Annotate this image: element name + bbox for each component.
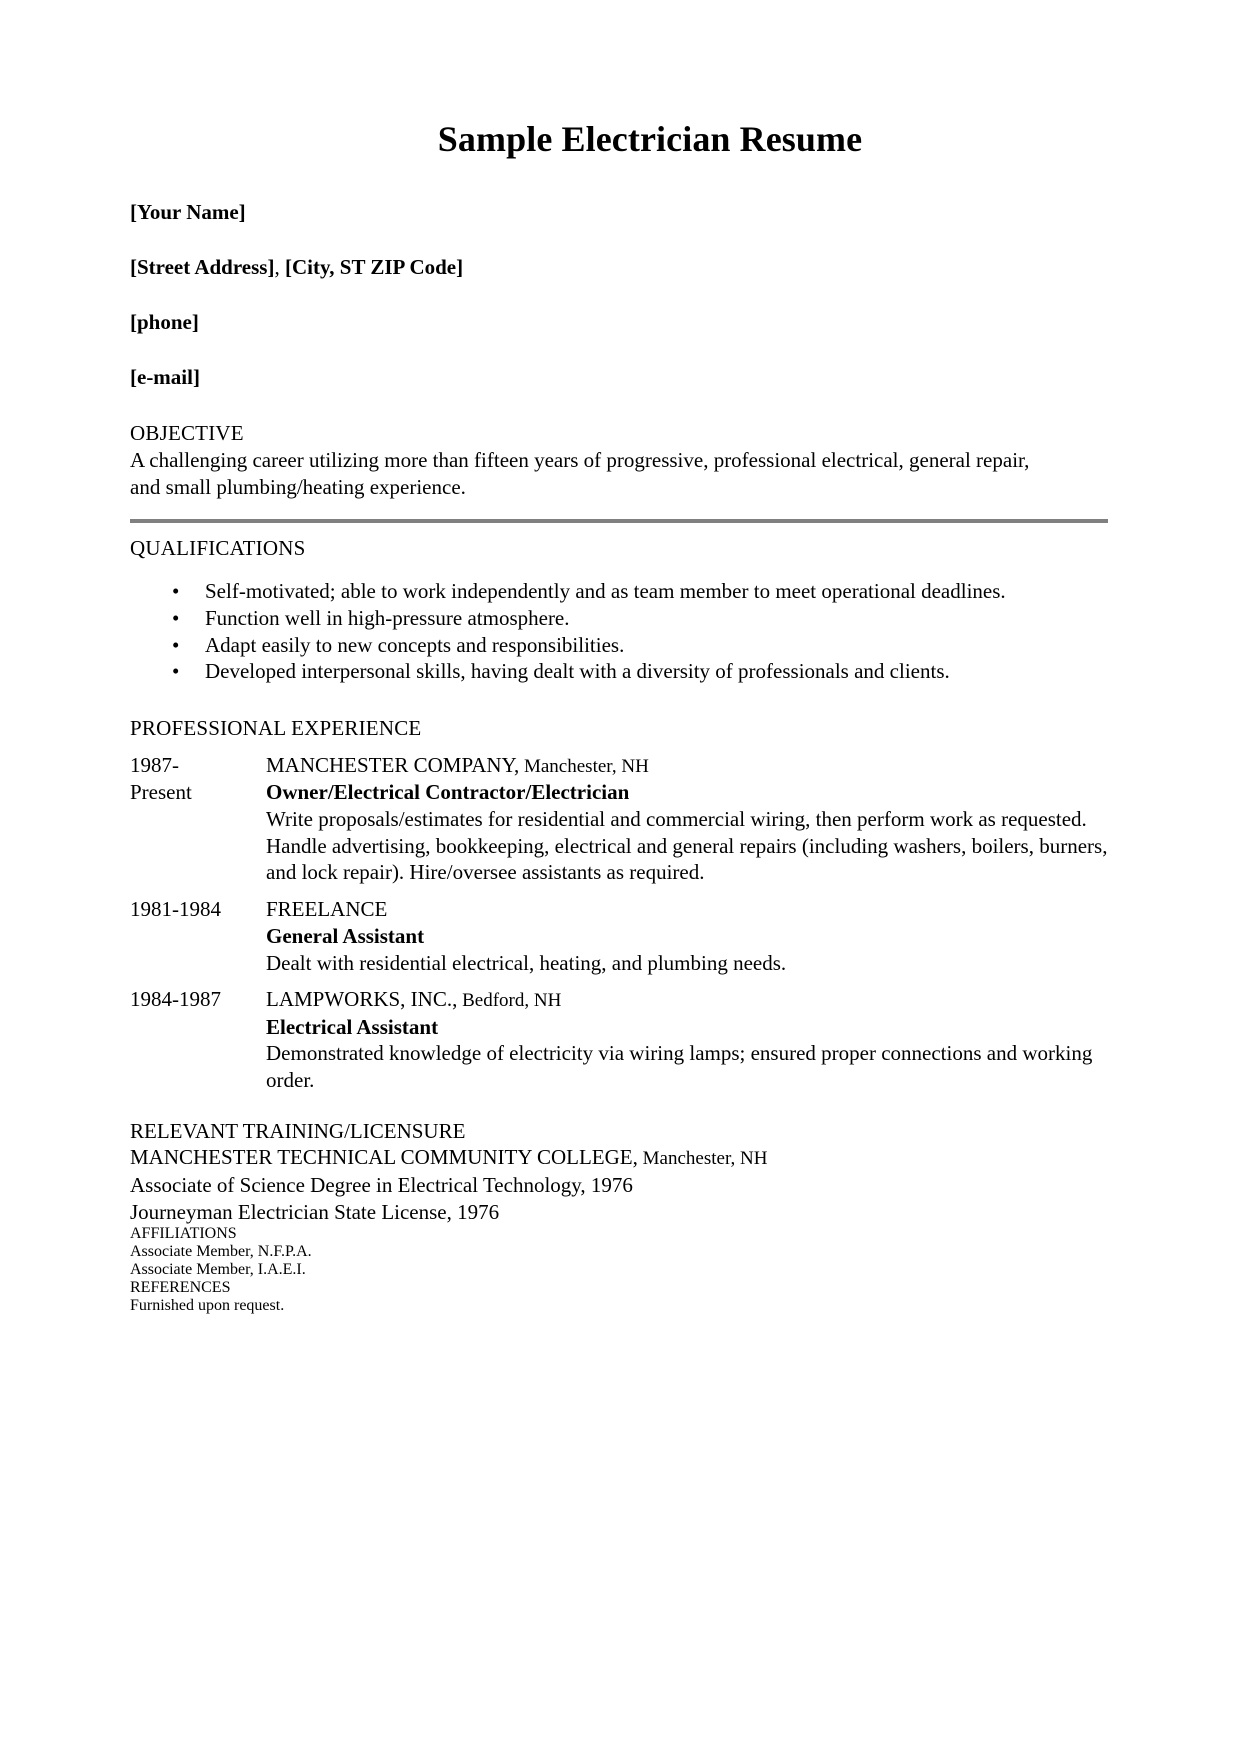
qualifications-section (130, 535, 1110, 685)
list-item (130, 578, 1110, 605)
list-item (130, 632, 1110, 659)
experience-heading: PROFESSIONAL EXPERIENCE (130, 716, 422, 741)
references-section (130, 1279, 1110, 1315)
training-section (130, 1118, 1110, 1226)
bullet-icon: • (172, 605, 180, 630)
experience-company-line (266, 986, 1110, 1013)
experience-entry (130, 752, 1110, 886)
qualifications-heading: QUALIFICATIONS (130, 535, 306, 560)
training-line: Associate of Science Degree in Electrical Technology, 1976 (130, 1172, 633, 1197)
experience-role: General Assistant (266, 924, 425, 949)
experience-company: LAMPWORKS, INC., (266, 987, 458, 1012)
experience-dates (130, 752, 266, 886)
experience-dates (130, 986, 266, 1093)
experience-entry (130, 896, 1110, 976)
list-item (130, 605, 1110, 632)
experience-description: Write proposals/estimates for residential and commercial wiring, then perform work as requested. Handle advertising, bookkeeping, electrical and general repairs (including washers, boilers, burners, and lock repair). Hire/oversee assistants as required. (266, 807, 1108, 885)
experience-dates (130, 896, 266, 976)
affiliations-line: Associate Member, I.A.E.I. (130, 1261, 306, 1279)
experience-company-line (266, 752, 1110, 779)
contact-phone-line (130, 310, 1110, 335)
experience-company: FREELANCE (266, 896, 388, 921)
experience-company-line (266, 896, 1110, 923)
training-school: MANCHESTER TECHNICAL COMMUNITY COLLEGE, (130, 1145, 638, 1170)
bullet-icon: • (172, 578, 180, 603)
section-divider (130, 519, 1108, 523)
references-line: Furnished upon request. (130, 1297, 285, 1315)
list-item-text: Adapt easily to new concepts and responsibilities. (205, 632, 625, 657)
list-item-text: Developed interpersonal skills, having dealt with a diversity of professionals and clients. (205, 659, 950, 684)
experience-company: MANCHESTER COMPANY, (266, 753, 520, 778)
contact-street-address: [Street Address] (130, 254, 275, 279)
list-item-text: Function well in high-pressure atmosphere. (205, 605, 570, 630)
contact-email: [e-mail] (130, 365, 200, 390)
training-line: Journeyman Electrician State License, 1976 (130, 1199, 500, 1224)
experience-role: Owner/Electrical Contractor/Electrician (266, 780, 630, 805)
list-item-text: Self-motivated; able to work independently and as team member to meet operational deadlines. (205, 578, 1006, 603)
objective-heading: OBJECTIVE (130, 421, 244, 446)
contact-city-state-zip: [City, ST ZIP Code] (284, 254, 464, 279)
experience-details (266, 896, 1110, 976)
experience-entry (130, 986, 1110, 1093)
experience-section (130, 715, 1110, 1093)
experience-role: Electrical Assistant (266, 1014, 439, 1039)
contact-name: [Your Name] (130, 199, 246, 224)
affiliations-line: Associate Member, N.F.P.A. (130, 1243, 312, 1261)
objective-text: A challenging career utilizing more than fifteen years of progressive, professional electrical, general repair, and small plumbing/heating experience. (130, 448, 1030, 500)
experience-location: Manchester, NH (519, 756, 649, 778)
experience-dates-line2: Present (130, 779, 192, 804)
experience-location: Bedford, NH (457, 990, 562, 1012)
bullet-icon: • (172, 632, 180, 657)
contact-address-line (130, 255, 1110, 280)
experience-description: Dealt with residential electrical, heating, and plumbing needs. (266, 950, 787, 975)
experience-description: Demonstrated knowledge of electricity via wiring lamps; ensured proper connections and working order. (266, 1041, 1093, 1092)
contact-email-line (130, 365, 1110, 390)
references-heading: REFERENCES (130, 1279, 231, 1297)
page-title: Sample Electrician Resume (437, 119, 863, 159)
affiliations-heading: AFFILIATIONS (130, 1225, 237, 1243)
training-heading: RELEVANT TRAINING/LICENSURE (130, 1118, 466, 1143)
experience-dates-line1: 1981-1984 (130, 896, 221, 921)
address-separator: , (274, 254, 285, 279)
training-school-line (130, 1144, 1110, 1171)
experience-dates-line1: 1984-1987 (130, 987, 221, 1012)
experience-dates-line1: 1987- (130, 753, 179, 778)
experience-details (266, 752, 1110, 886)
bullet-icon: • (172, 659, 180, 684)
qualifications-list (130, 578, 1110, 686)
resume-content (130, 120, 1110, 1315)
objective-section (130, 420, 1110, 501)
training-school-location: Manchester, NH (637, 1148, 768, 1170)
contact-name-line (130, 200, 1110, 225)
experience-details (266, 986, 1110, 1093)
list-item (130, 658, 1110, 685)
contact-phone: [phone] (130, 309, 199, 334)
affiliations-section (130, 1225, 1110, 1279)
